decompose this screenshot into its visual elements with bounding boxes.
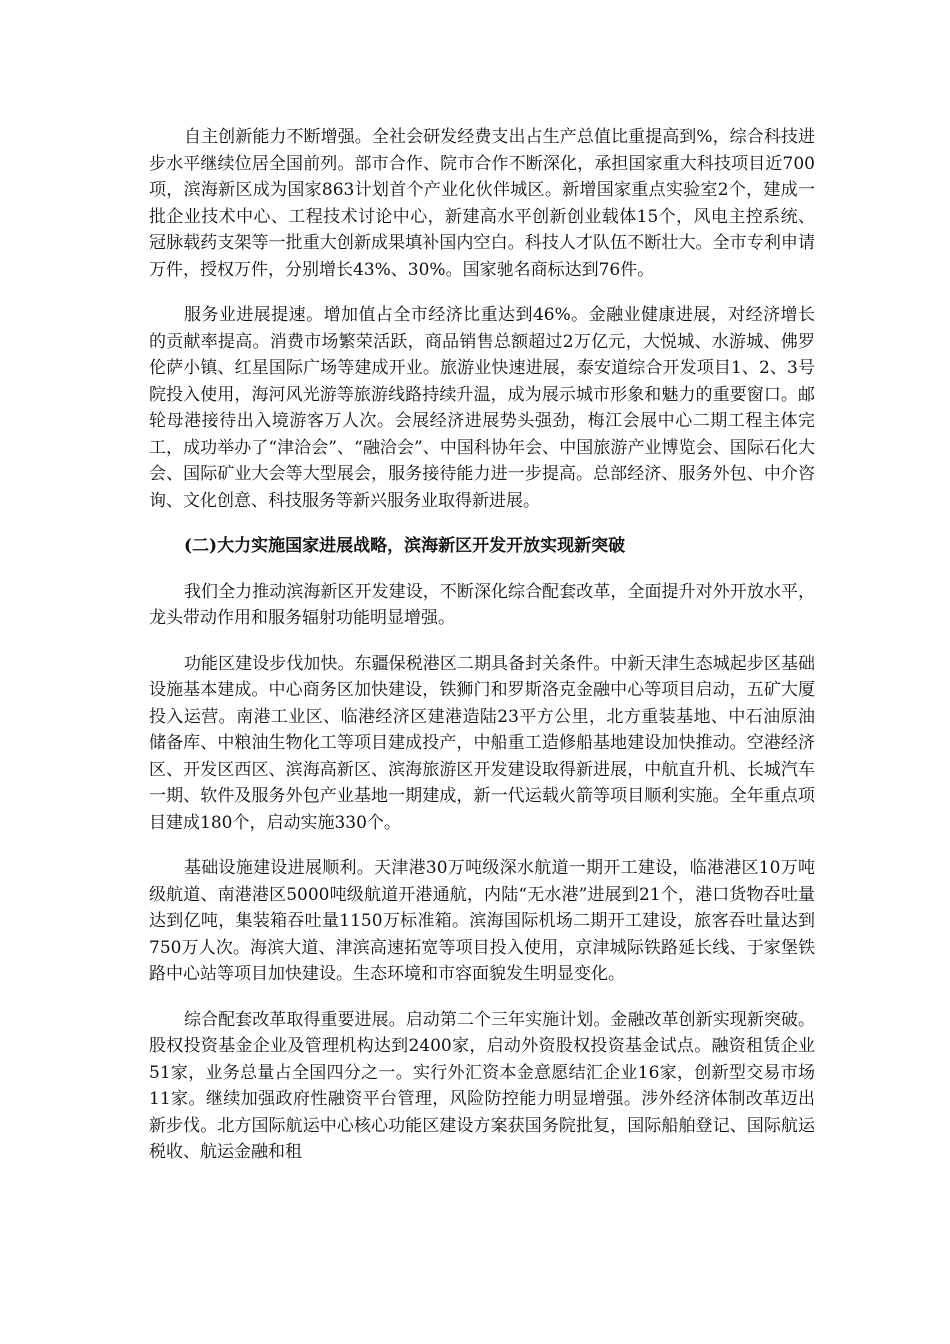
paragraph-infrastructure: 基础设施建设进展顺利。天津港30万吨级深水航道一期开工建设，临港港区10万吨级航道、南港港区5000吨级航道开港通航，内陆“无水港”进展到21个，港口货物吞吐量达到亿吨，集装箱吞吐量1150万标准箱。滨海国际机场二期开工建设，旅客吞吐量达到750万人次。海滨大道、津滨高速拓宽等项目投入使用，京津城际铁路延长线、于家堡铁路中心站等项目加快建设。生态环境和市容面貌发生明显变化。 [149,858,815,984]
section-heading: (二)大力实施国家进展战略，滨海新区开发开放实现新突破 [184,536,626,556]
paragraph-reform: 综合配套改革取得重要进展。启动第二个三年实施计划。金融改革创新实现新突破。股权投资基金企业及管理机构达到2400家，启动外资股权投资基金试点。融资租赁企业51家，业务总量占全国四分之一。实行外汇资本金意愿结汇企业16家，创新型交易市场11家。继续加强政府性融资平台管理，风险防控能力明显增强。涉外经济体制改革迈出新步伐。北方国际航运中心核心功能区建设方案获国务院批复，国际船舶登记、国际航运税收、航运金融和租 [149,1009,815,1162]
document-page [149,124,815,1185]
paragraph-innovation: 自主创新能力不断增强。全社会研发经费支出占生产总值比重提高到%，综合科技进步水平继续位居全国前列。部市合作、院市合作不断深化，承担国家重大科技项目近700项，滨海新区成为国家863计划首个产业化伙伴城区。新增国家重点实验室2个，建成一批企业技术中心、工程技术讨论中心，新建高水平创新创业载体15个，风电主控系统、冠脉载药支架等一批重大创新成果填补国内空白。科技人才队伍不断壮大。全市专利申请万件，授权万件，分别增长43%、30%。国家驰名商标达到76件。 [149,127,815,280]
paragraph-binhai-intro: 我们全力推动滨海新区开发建设，不断深化综合配套改革，全面提升对外开放水平，龙头带动作用和服务辐射功能明显增强。 [149,581,815,628]
paragraph-functional-zones: 功能区建设步伐加快。东疆保税港区二期具备封关条件。中新天津生态城起步区基础设施基本建成。中心商务区加快建设，铁狮门和罗斯洛克金融中心等项目启动，五矿大厦投入运营。南港工业区、临港经济区建港造陆23平方公里，北方重装基地、中石油原油储备库、中粮油生物化工等项目建成投产，中船重工造修船基地建设加快推动。空港经济区、开发区西区、滨海高新区、滨海旅游区开发建设取得新进展，中航直升机、长城汽车一期、软件及服务外包产业基地一期建成，新一代运载火箭等项目顺利实施。全年重点项目建成180个，启动实施330个。 [149,653,815,833]
paragraph-services: 服务业进展提速。增加值占全市经济比重达到46%。金融业健康进展，对经济增长的贡献率提高。消费市场繁荣活跃，商品销售总额超过2万亿元，大悦城、水游城、佛罗伦萨小镇、红星国际广场等建成开业。旅游业快速进展，泰安道综合开发项目1、2、3号院投入使用，海河风光游等旅游线路持续升温，成为展示城市形象和魅力的重要窗口。邮轮母港接待出入境游客万人次。会展经济进展势头强劲，梅江会展中心二期工程主体完工，成功举办了“津洽会”、“融洽会”、中国科协年会、中国旅游产业博览会、国际石化大会、国际矿业大会等大型展会，服务接待能力进一步提高。总部经济、服务外包、中介咨询、文化创意、科技服务等新兴服务业取得新进展。 [149,305,815,511]
